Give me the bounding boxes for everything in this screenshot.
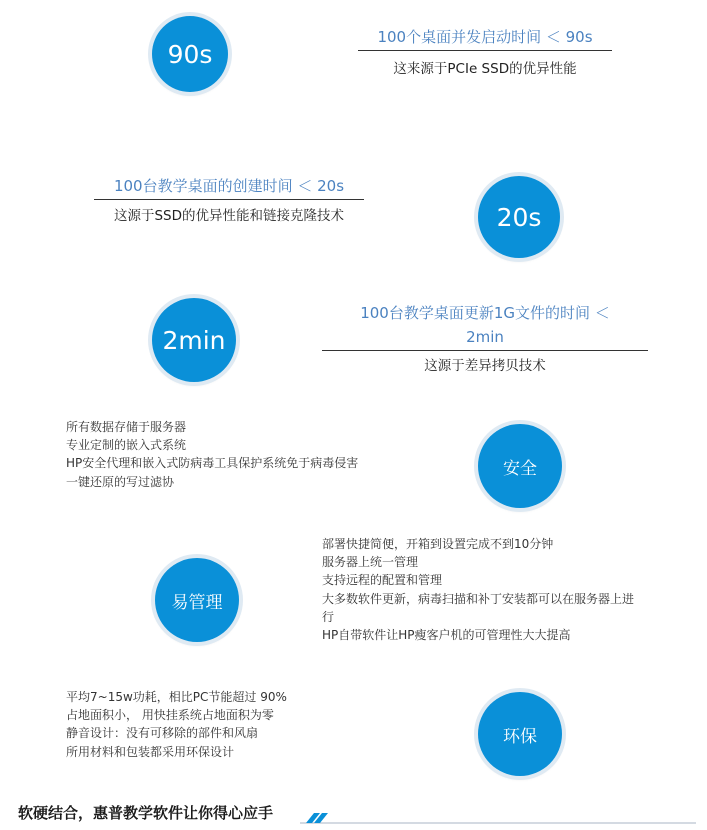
security-features-list bbox=[66, 418, 358, 491]
list-item: 服务器上统一管理 bbox=[322, 555, 419, 570]
stat-value: 20s bbox=[496, 202, 542, 232]
feature-circle-eco bbox=[478, 692, 562, 776]
stat-description: 这来源于PCIe SSD的优异性能 bbox=[393, 61, 577, 77]
stat-title: 100个桌面并发启动时间 ＜ 90s bbox=[377, 28, 593, 46]
eco-features-list bbox=[66, 688, 287, 761]
stat-description: 这源于差异拷贝技术 bbox=[424, 358, 546, 374]
list-item: 静音设计：没有可移除的部件和风扇 bbox=[66, 726, 259, 741]
feature-circle-security bbox=[478, 424, 562, 508]
heading-underline-decoration bbox=[300, 811, 700, 825]
feature-label: 易管理 bbox=[171, 592, 223, 613]
stat-title: 100台教学桌面更新1G文件的时间 ＜ bbox=[360, 304, 610, 322]
section-heading: 软硬结合，惠普教学软件让你得心应手 bbox=[18, 804, 274, 822]
stat-divider bbox=[322, 350, 648, 351]
stat-divider bbox=[358, 50, 612, 51]
stat-circle-90s bbox=[152, 16, 228, 92]
stat-value: 2min bbox=[162, 325, 226, 355]
stat-description: 这源于SSD的优异性能和链接克隆技术 bbox=[113, 208, 345, 224]
stat-title-line2: 2min bbox=[466, 328, 504, 346]
feature-label: 安全 bbox=[503, 458, 537, 479]
list-item: 所有数据存储于服务器 bbox=[66, 420, 187, 434]
list-item: 平均7~15w功耗，相比PC节能超过 90% bbox=[66, 690, 287, 704]
list-item: 大多数软件更新，病毒扫描和补丁安装都可以在服务器上进行 bbox=[322, 591, 635, 624]
list-item: HP自带软件让HP瘦客户机的可管理性大大提高 bbox=[322, 628, 571, 643]
list-item: 支持远程的配置和管理 bbox=[322, 573, 443, 588]
list-item: 一键还原的写过滤协 bbox=[66, 474, 175, 489]
stat-title: 100台教学桌面的创建时间 ＜ 20s bbox=[113, 177, 345, 195]
feature-circle-management bbox=[155, 558, 239, 642]
feature-label: 环保 bbox=[503, 726, 537, 747]
list-item: 占地面积小， 用快挂系统占地面积为零 bbox=[66, 708, 274, 723]
list-item: 部署快捷简便，开箱到设置完成不到10分钟 bbox=[322, 537, 554, 551]
stat-value: 90s bbox=[167, 39, 213, 69]
stat-divider bbox=[94, 199, 364, 200]
management-features-list bbox=[322, 535, 642, 644]
list-item: 所用材料和包装都采用环保设计 bbox=[66, 744, 235, 759]
stat-circle-2min bbox=[152, 298, 236, 382]
stat-circle-20s bbox=[478, 176, 560, 258]
list-item: HP安全代理和嵌入式防病毒工具保护系统免于病毒侵害 bbox=[66, 456, 359, 471]
list-item: 专业定制的嵌入式系统 bbox=[66, 438, 187, 453]
